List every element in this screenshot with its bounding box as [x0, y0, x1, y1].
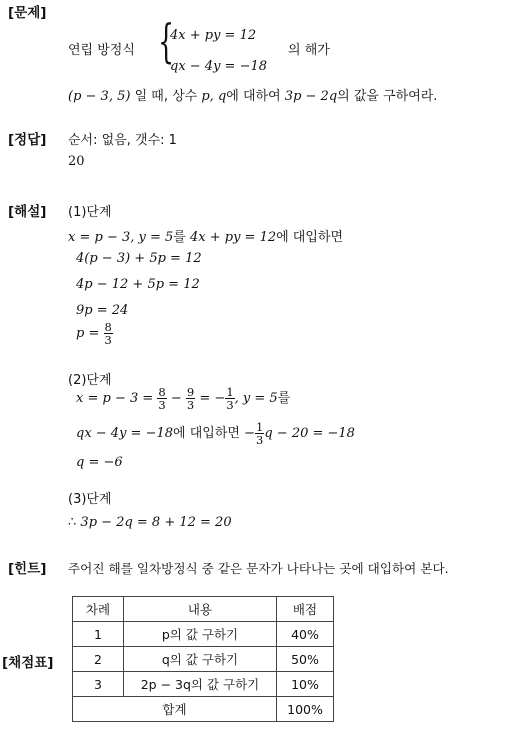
step3-label: (3)단계	[68, 492, 112, 507]
s2-tail-ko: 를	[277, 391, 291, 406]
s1-line1-text1: 를	[173, 230, 186, 245]
s2-tail: , y = 5	[234, 391, 278, 406]
section-scoring: [채점표]	[2, 655, 54, 671]
problem-line2-vars: p, q	[201, 89, 227, 104]
s1-line5-fraction: $\frac{8}{3}$	[104, 320, 112, 347]
problem-line2-text1: 일 때, 상수	[134, 89, 198, 104]
header-score: 배점	[277, 597, 334, 622]
s1-line1-math: x = p − 3, y = 5	[68, 230, 174, 245]
section-hint: [힌트]	[8, 561, 47, 577]
problem-suffix: 의 해가	[288, 43, 330, 58]
s1-line1-eq: 4x + py = 12	[189, 230, 277, 245]
s3-equation: 3p − 2q = 8 + 12 = 20	[80, 515, 232, 530]
step1-label: (1)단계	[68, 205, 112, 220]
row-content: p의 값 구하기	[124, 622, 277, 647]
s2-line2-rest: q − 20 = −18	[264, 426, 355, 441]
s1-line5	[76, 321, 113, 346]
section-problem: [문제]	[8, 5, 47, 21]
scoring-table	[72, 596, 334, 722]
problem-eq1: 4x + py = 12	[170, 28, 257, 43]
table-total-row	[73, 697, 334, 722]
therefore-symbol: ∴	[68, 515, 77, 530]
table-row	[73, 672, 334, 697]
s1-line5-lhs: p =	[76, 326, 100, 341]
problem-eq2: qx − 4y = −18	[170, 59, 268, 74]
row-content: 2p − 3q의 값 구하기	[124, 672, 277, 697]
s1-line4: 9p = 24	[76, 303, 129, 318]
table-header-row	[73, 597, 334, 622]
hint-text: 주어진 해를 일차방정식 중 같은 문자가 나타나는 곳에 대입하여 본다.	[68, 561, 449, 576]
row-order: 3	[73, 672, 124, 697]
s3-line	[68, 515, 232, 530]
s2-equals: = −	[199, 391, 226, 406]
row-content: q의 값 구하기	[124, 647, 277, 672]
step2-label: (2)단계	[68, 373, 112, 388]
s2-line1-lhs: x = p − 3 =	[76, 391, 154, 406]
s2-line2	[76, 421, 355, 446]
s2-minus: −	[170, 391, 182, 406]
s2-fraction2: $\frac{9}{3}$	[186, 385, 195, 412]
s2-line3: q = −6	[76, 455, 123, 470]
row-score: 50%	[277, 647, 334, 672]
total-score: 100%	[277, 697, 334, 722]
section-solution: [해설]	[8, 204, 47, 220]
row-score: 40%	[277, 622, 334, 647]
s2-line2-eq: qx − 4y = −18	[76, 426, 174, 441]
s1-line1-text2: 에 대입하면	[276, 230, 344, 245]
s2-line2-minus: −	[244, 426, 256, 441]
section-answer: [정답]	[8, 132, 47, 148]
row-score: 10%	[277, 672, 334, 697]
header-content: 내용	[124, 597, 277, 622]
s1-line3: 4p − 12 + 5p = 12	[76, 277, 200, 292]
problem-line2-expr: 3p − 2q	[284, 89, 338, 104]
answer-meta: 순서: 없음, 갯수: 1	[68, 133, 177, 148]
table-row	[73, 647, 334, 672]
s2-fraction1: $\frac{8}{3}$	[158, 385, 166, 412]
problem-line2-text2: 에 대하여	[226, 89, 281, 104]
s2-fraction3: $\frac{1}{3}$	[226, 385, 234, 412]
problem-line2-math: (p − 3, 5)	[68, 89, 131, 104]
header-order: 차례	[73, 597, 124, 622]
problem-intro: 연립 방정식	[68, 43, 135, 58]
problem-line2-text3: 의 값을 구하여라.	[337, 89, 438, 104]
s1-line2: 4(p − 3) + 5p = 12	[76, 251, 202, 266]
answer-value: 20	[68, 154, 85, 169]
problem-line2	[68, 85, 437, 104]
row-order: 1	[73, 622, 124, 647]
s2-line2-ko: 에 대입하면	[173, 426, 240, 441]
total-label: 합계	[73, 697, 277, 722]
table-row	[73, 622, 334, 647]
s2-line1	[76, 386, 290, 411]
s1-line1	[68, 226, 343, 245]
row-order: 2	[73, 647, 124, 672]
system-brace: {	[158, 14, 175, 68]
s2-fraction4: $\frac{1}{3}$	[256, 420, 264, 447]
